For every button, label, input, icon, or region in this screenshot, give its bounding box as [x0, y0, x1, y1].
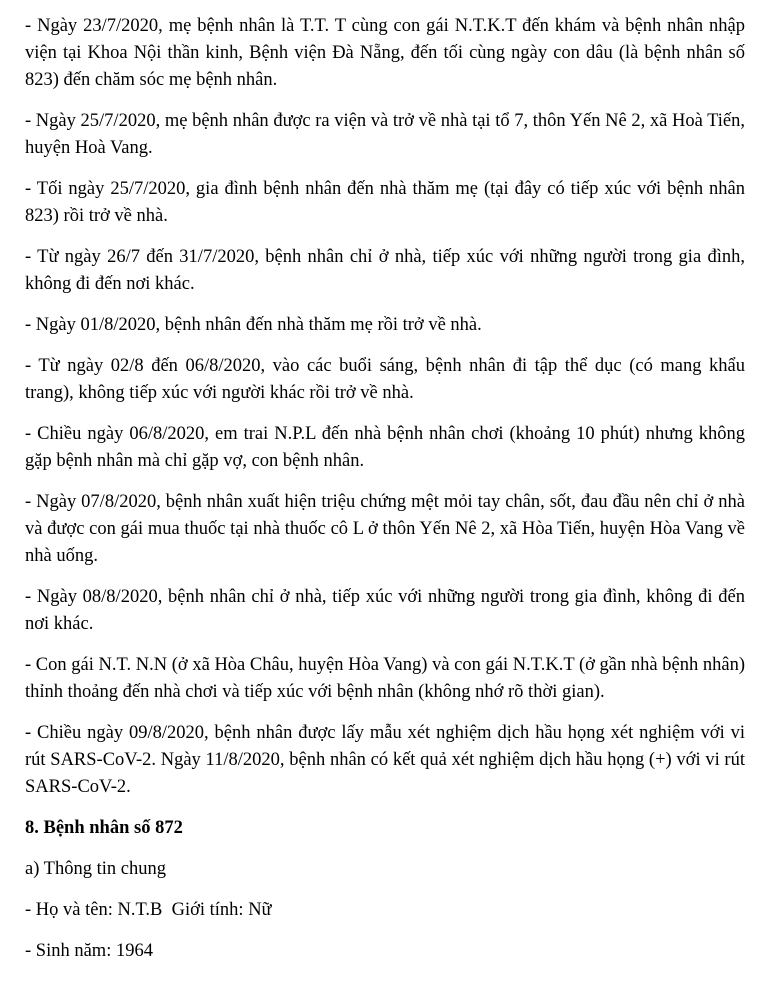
paragraph: - Từ ngày 02/8 đến 06/8/2020, vào các buổi sáng, bệnh nhân đi tập thể dục (có mang khẩu trang), không tiếp xúc với người khác rồi trở về nhà.: [25, 356, 745, 403]
paragraph: - Ngày 25/7/2020, mẹ bệnh nhân được ra viện và trở về nhà tại tổ 7, thôn Yến Nê 2, xã Hoà Tiến, huyện Hoà Vang.: [25, 111, 745, 158]
paragraph: - Ngày 23/7/2020, mẹ bệnh nhân là T.T. T cùng con gái N.T.K.T đến khám và bệnh nhân nhập viện tại Khoa Nội thần kinh, Bệnh viện Đà Nẵng, đến tối cùng ngày con dâu (là bệnh nhân số 823) đến chăm sóc mẹ bệnh nhân.: [25, 16, 745, 90]
paragraph: - Chiều ngày 09/8/2020, bệnh nhân được lấy mẫu xét nghiệm dịch hầu họng xét nghiệm với vi rút SARS-CoV-2. Ngày 11/8/2020, bệnh nhân có kết quả xét nghiệm dịch hầu họng (+) với vi rút SARS-CoV-2.: [25, 723, 745, 797]
paragraph: - Ngày 08/8/2020, bệnh nhân chỉ ở nhà, tiếp xúc với những người trong gia đình, không đi đến nơi khác.: [25, 587, 745, 634]
paragraph: - Sinh năm: 1964: [25, 941, 153, 961]
paragraph: - Tối ngày 25/7/2020, gia đình bệnh nhân đến nhà thăm mẹ (tại đây có tiếp xúc với bệnh nhân 823) rồi trở về nhà.: [25, 179, 745, 226]
paragraph: a) Thông tin chung: [25, 859, 166, 879]
paragraph: - Con gái N.T. N.N (ở xã Hòa Châu, huyện Hòa Vang) và con gái N.T.K.T (ở gần nhà bệnh nhân) thỉnh thoảng đến nhà chơi và tiếp xúc với bệnh nhân (không nhớ rõ thời gian).: [25, 655, 745, 702]
paragraph: - Chiều ngày 06/8/2020, em trai N.P.L đến nhà bệnh nhân chơi (khoảng 10 phút) nhưng không gặp bệnh nhân mà chỉ gặp vợ, con bệnh nhân.: [25, 424, 745, 471]
document-body: [25, 13, 745, 965]
paragraph: - Ngày 01/8/2020, bệnh nhân đến nhà thăm mẹ rồi trở về nhà.: [25, 315, 482, 335]
section-heading: 8. Bệnh nhân số 872: [25, 818, 183, 838]
paragraph: - Họ và tên: N.T.B Giới tính: Nữ: [25, 900, 272, 920]
paragraph: - Ngày 07/8/2020, bệnh nhân xuất hiện triệu chứng mệt mỏi tay chân, sốt, đau đầu nên chỉ ở nhà và được con gái mua thuốc tại nhà thuốc cô L ở thôn Yến Nê 2, xã Hòa Tiến, huyện Hòa Vang về nhà uống.: [25, 492, 745, 566]
paragraph: - Từ ngày 26/7 đến 31/7/2020, bệnh nhân chỉ ở nhà, tiếp xúc với những người trong gia đình, không đi đến nơi khác.: [25, 247, 745, 294]
